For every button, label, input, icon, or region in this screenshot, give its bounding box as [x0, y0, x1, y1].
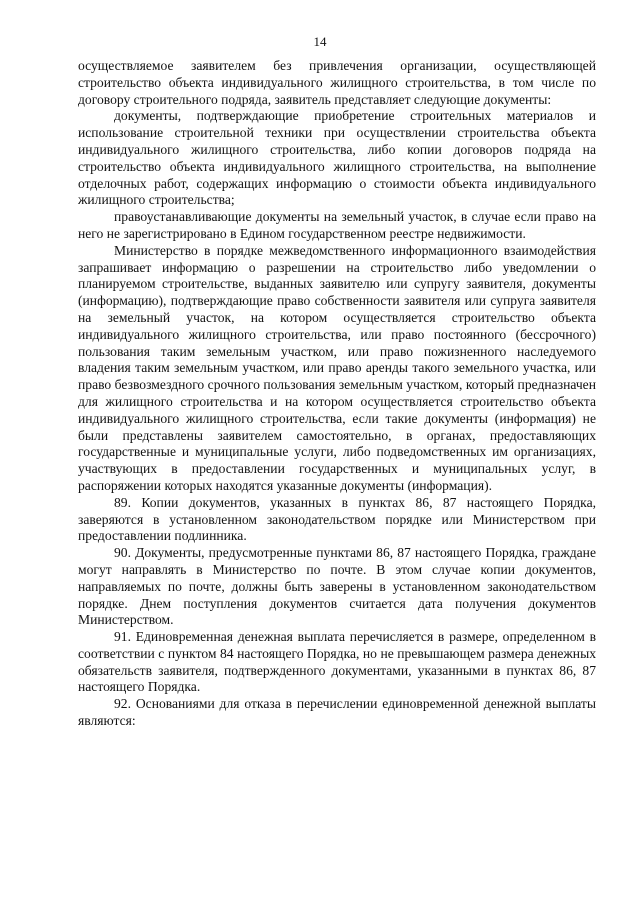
paragraph-construction-documents: документы, подтверждающие приобретение строительных материалов и использование строительной техники при осуществлении строительства объекта индивидуального жилищного строительства, либо копии договоров подряда на строительство объекта индивидуального жилищного строительства, на выполнение отделочных работ, содержащих информацию о стоимости объекта индивидуального жилищного строительства;	[78, 108, 596, 208]
paragraph-item-90: 90. Документы, предусмотренные пунктами 86, 87 настоящего Порядка, граждане могут направлять в Министерство по почте. В этом случае копии документов, направляемых по почте, должны быть заверены в установленном законодательством порядке. Днем поступления документов считается дата получения документов Министерством.	[78, 545, 596, 628]
paragraph-item-91: 91. Единовременная денежная выплата перечисляется в размере, определенном в соответствии с пунктом 84 настоящего Порядка, но не превышающем размера денежных обязательств заявителя, подтвержденного документами, указанными в пунктах 86, 87 настоящего Порядка.	[78, 629, 596, 695]
paragraph-land-title-documents: правоустанавливающие документы на земельный участок, в случае если право на него не зарегистрировано в Едином государственном реестре недвижимости.	[78, 209, 596, 241]
page-number: 14	[313, 34, 327, 49]
paragraph-continuation: осуществляемое заявителем без привлечения организации, осуществляющей строительство объекта индивидуального жилищного строительства, в том числе по договору строительного подряда, заявитель представляет следующие документы:	[78, 58, 596, 107]
paragraph-ministry-request: Министерство в порядке межведомственного информационного взаимодействия запрашивает информацию о разрешении на строительство либо уведомлении о планируемом строительстве, выданных заявителю или супругу заявителя, документы (информацию), подтверждающие право собственности заявителя или супруга заявителя на земельный участок, на котором осуществляется строительство объекта индивидуального жилищного строительства, или право постоянного (бессрочного) пользования таким земельным участком, или право пожизненного наследуемого владения таким земельным участком, или право аренды такого земельного участка, или право безвозмездного срочного пользования земельным участком, который предназначен для жилищного строительства и на котором осуществляется строительство объекта индивидуального жилищного строительства, если такие документы (информация) не были представлены заявителем самостоятельно, в органах, предоставляющих государственные и муниципальные услуги, либо подведомственных им организациях, участвующих в предоставлении государственных и муниципальных услуг, в распоряжении которых находятся указанные документы (информация).	[78, 242, 596, 493]
document-body	[78, 58, 596, 730]
paragraph-item-89: 89. Копии документов, указанных в пунктах 86, 87 настоящего Порядка, заверяются в установленном законодательством порядке или Министерством при предоставлении подлинника.	[78, 494, 596, 544]
paragraph-item-92: 92. Основаниями для отказа в перечислении единовременной денежной выплаты являются:	[78, 696, 596, 729]
